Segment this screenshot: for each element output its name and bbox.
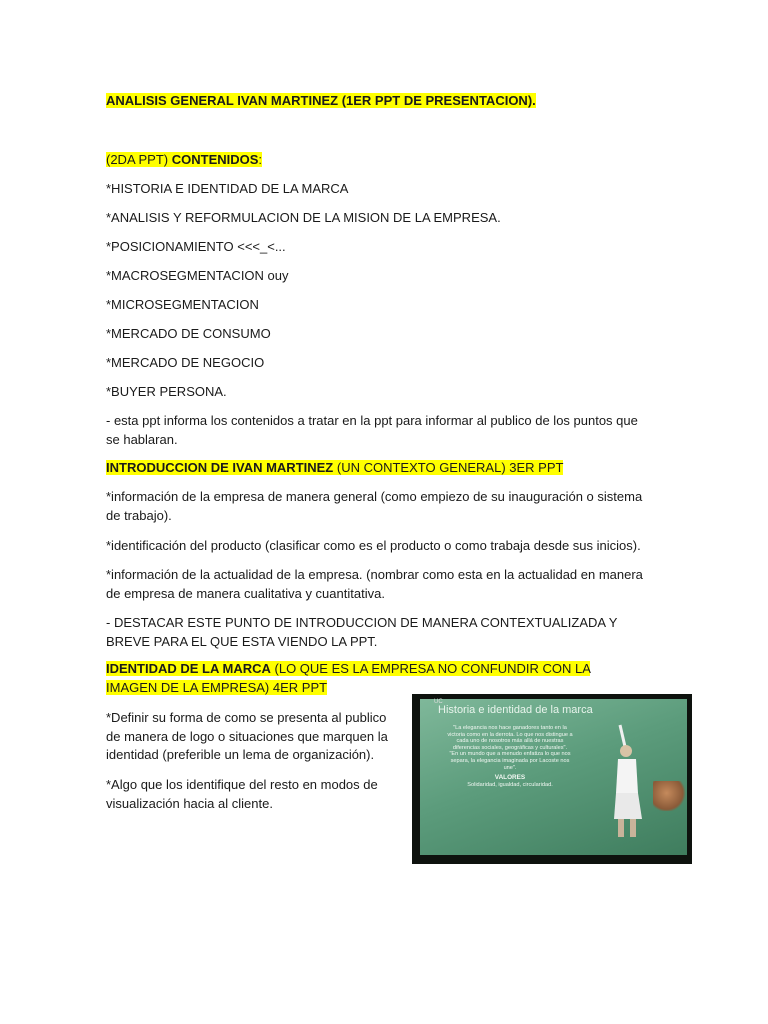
paragraph: *identificación del producto (clasificar como es el producto o como trabaja desde sus inicios). [106,538,641,553]
heading-introduccion: INTRODUCCION DE IVAN MARTINEZ (UN CONTEXTO GENERAL) 3ER PPT [106,460,564,475]
heading-contenidos: (2DA PPT) CONTENIDOS: [106,152,263,167]
list-item: *HISTORIA E IDENTIDAD DE LA MARCA [106,181,349,196]
tennis-player-figure [606,721,650,841]
list-item: *BUYER PERSONA. [106,384,227,399]
presentation-photo [412,694,692,864]
list-item: *MERCADO DE CONSUMO [106,326,271,341]
list-item: *MACROSEGMENTACION ouy [106,268,289,283]
heading-identidad: IDENTIDAD DE LA MARCA (LO QUE ES LA EMPRESA NO CONFUNDIR CON LA IMAGEN DE LA EMPRESA) 4ER PPT [106,661,591,695]
paragraph: *Algo que los identifique del resto en modos de visualización hacia al cliente. [106,777,378,811]
paragraph: *Definir su forma de como se presenta al publico de manera de logo o situaciones que marquen la identidad (preferible un lema de organización). [106,710,388,762]
slide-corner-label: UC [434,699,443,705]
list-item: *MICROSEGMENTACION [106,297,259,312]
paragraph: *información de la actualidad de la empresa. (nombrar como esta en la actualidad en manera de empresa de manera cualitativa y cuantitativa. [106,567,643,601]
paragraph: *información de la empresa de manera general (como empiezo de su inauguración o sistema de trabajo). [106,489,643,523]
list-item: *POSICIONAMIENTO <<<_<... [106,239,286,254]
slide-title: Historia e identidad de la marca [438,704,593,716]
heading-analisis: ANALISIS GENERAL IVAN MARTINEZ (1ER PPT DE PRESENTACION). [106,93,536,108]
paragraph: - DESTACAR ESTE PUNTO DE INTRODUCCION DE MANERA CONTEXTUALIZADA Y BREVE PARA EL QUE ESTA VIENDO LA PPT. [106,615,618,649]
slide-body: "La elegancia nos hace ganadores tanto en la victoria como en la derrota. Lo que nos distingue a cada uno de nosotros más allá de nuestras diferencias sociales, geográficas y culturales". "En un mundo que a menudo enfatiza lo que nos separa, la elegancia imaginada por Lacoste nos une". VALORES Solidaridad, igualdad, circularidad. [447,725,573,788]
list-item: *ANALISIS Y REFORMULACION DE LA MISION DE LA EMPRESA. [106,210,501,225]
paragraph-note: - esta ppt informa los contenidos a tratar en la ppt para informar al publico de los puntos que se hablaran. [106,413,638,447]
pointing-hand [653,781,687,811]
list-item: *MERCADO DE NEGOCIO [106,355,265,370]
slide-screen [420,699,687,855]
